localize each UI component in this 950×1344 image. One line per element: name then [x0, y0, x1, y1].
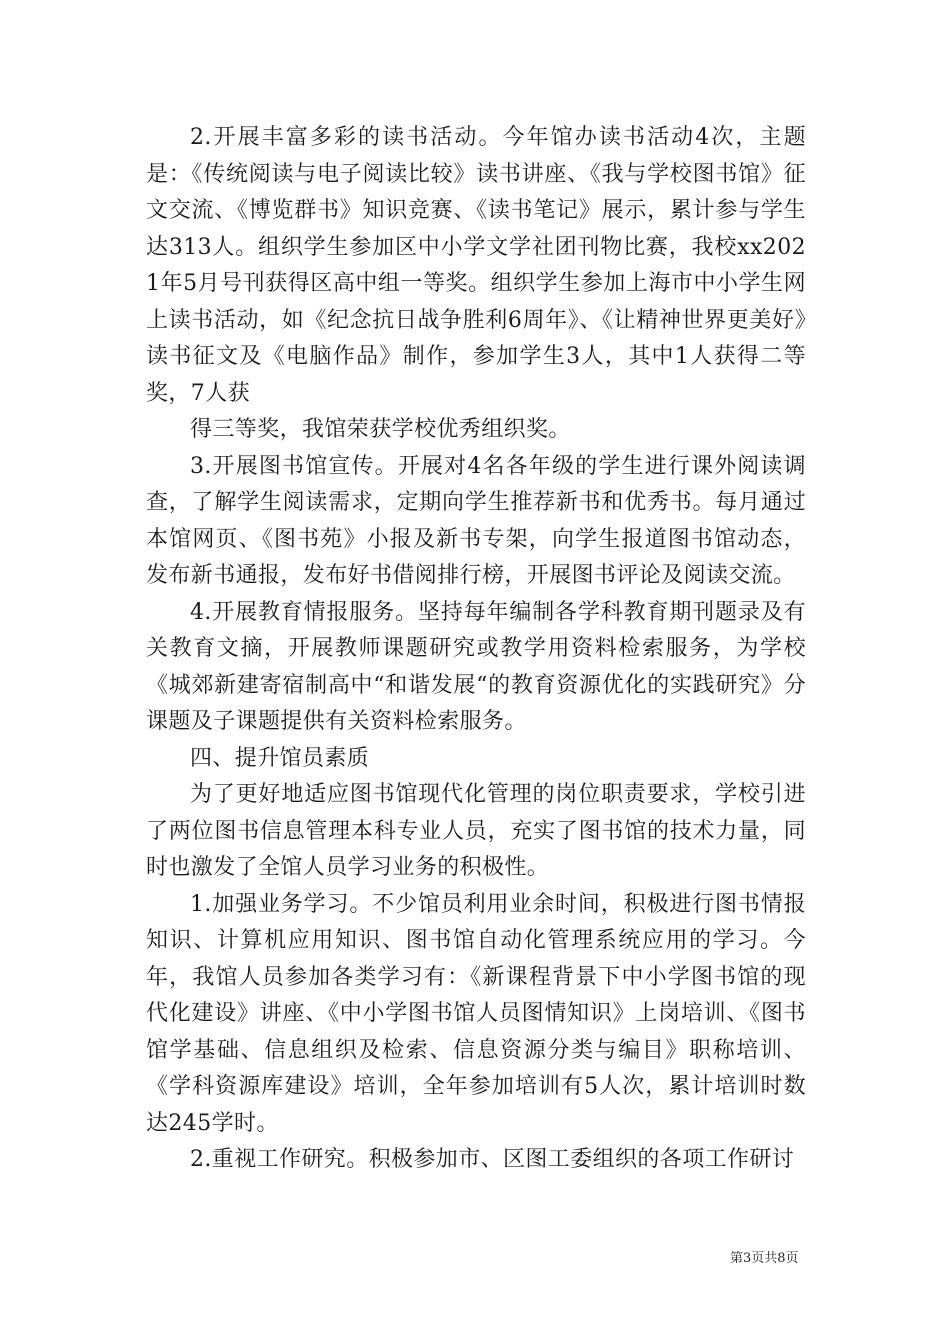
paragraph-business-study: 1.加强业务学习。不少馆员利用业余时间，积极进行图书情报知识、计算机应用知识、图书馆自动化管理系统应用的学习。今年，我馆人员参加各类学习有：《新课程背景下中小学图书馆的现代化建设》讲座、《中小学图书馆人员图情知识》上岗培训、《图书馆学基础、信息组织及检索、信息资源分类与编目》职称培训、《学科资源库建设》培训，全年参加培训有5人次，累计培训时数达245学时。	[146, 891, 806, 1136]
paragraph-education-info-service: 4.开展教育情报服务。坚持每年编制各学科教育期刊题录及有关教育文摘，开展教师课题研究或教学用资料检索服务，为学校《城郊新建寄宿制高中“和谐发展“的教育资源优化的实践研究》分课题及子课题提供有关资料检索服务。	[146, 599, 806, 734]
document-body	[146, 120, 806, 1179]
page-number-footer: 第3页共8页	[730, 1251, 799, 1266]
paragraph-reading-activities: 2.开展丰富多彩的读书活动。今年馆办读书活动4次，主题是：《传统阅读与电子阅读比较》读书讲座、《我与学校图书馆》征文交流、《博览群书》知识竞赛、《读书笔记》展示，累计参与学生达313人。组织学生参加区中小学文学社团刊物比赛，我校xx2021年5月号刊获得区高中组一等奖。组织学生参加上海市中小学生网上读书活动，如《纪念抗日战争胜利6周年》、《让精神世界更美好》读书征文及《电脑作品》制作，参加学生3人，其中1人获得二等奖，7人获	[146, 125, 806, 406]
paragraph-award-continuation: 得三等奖，我馆荣获学校优秀组织奖。	[190, 417, 571, 442]
paragraph-library-promotion: 3.开展图书馆宣传。开展对4名各年级的学生进行课外阅读调查，了解学生阅读需求，定期向学生推荐新书和优秀书。每月通过本馆网页、《图书苑》小报及新书专架，向学生报道图书馆动态，发布新书通报，发布好书借阅排行榜，开展图书评论及阅读交流。	[146, 453, 806, 588]
paragraph-work-research: 2.重视工作研究。积极参加市、区图工委组织的各项工作研讨	[190, 1147, 795, 1172]
paragraph-staff-intro: 为了更好地适应图书馆现代化管理的岗位职责要求，学校引进了两位图书信息管理本科专业人员，充实了图书馆的技术力量，同时也激发了全馆人员学习业务的积极性。	[146, 782, 806, 880]
section-heading-staff-quality: 四、提升馆员素质	[190, 745, 370, 771]
